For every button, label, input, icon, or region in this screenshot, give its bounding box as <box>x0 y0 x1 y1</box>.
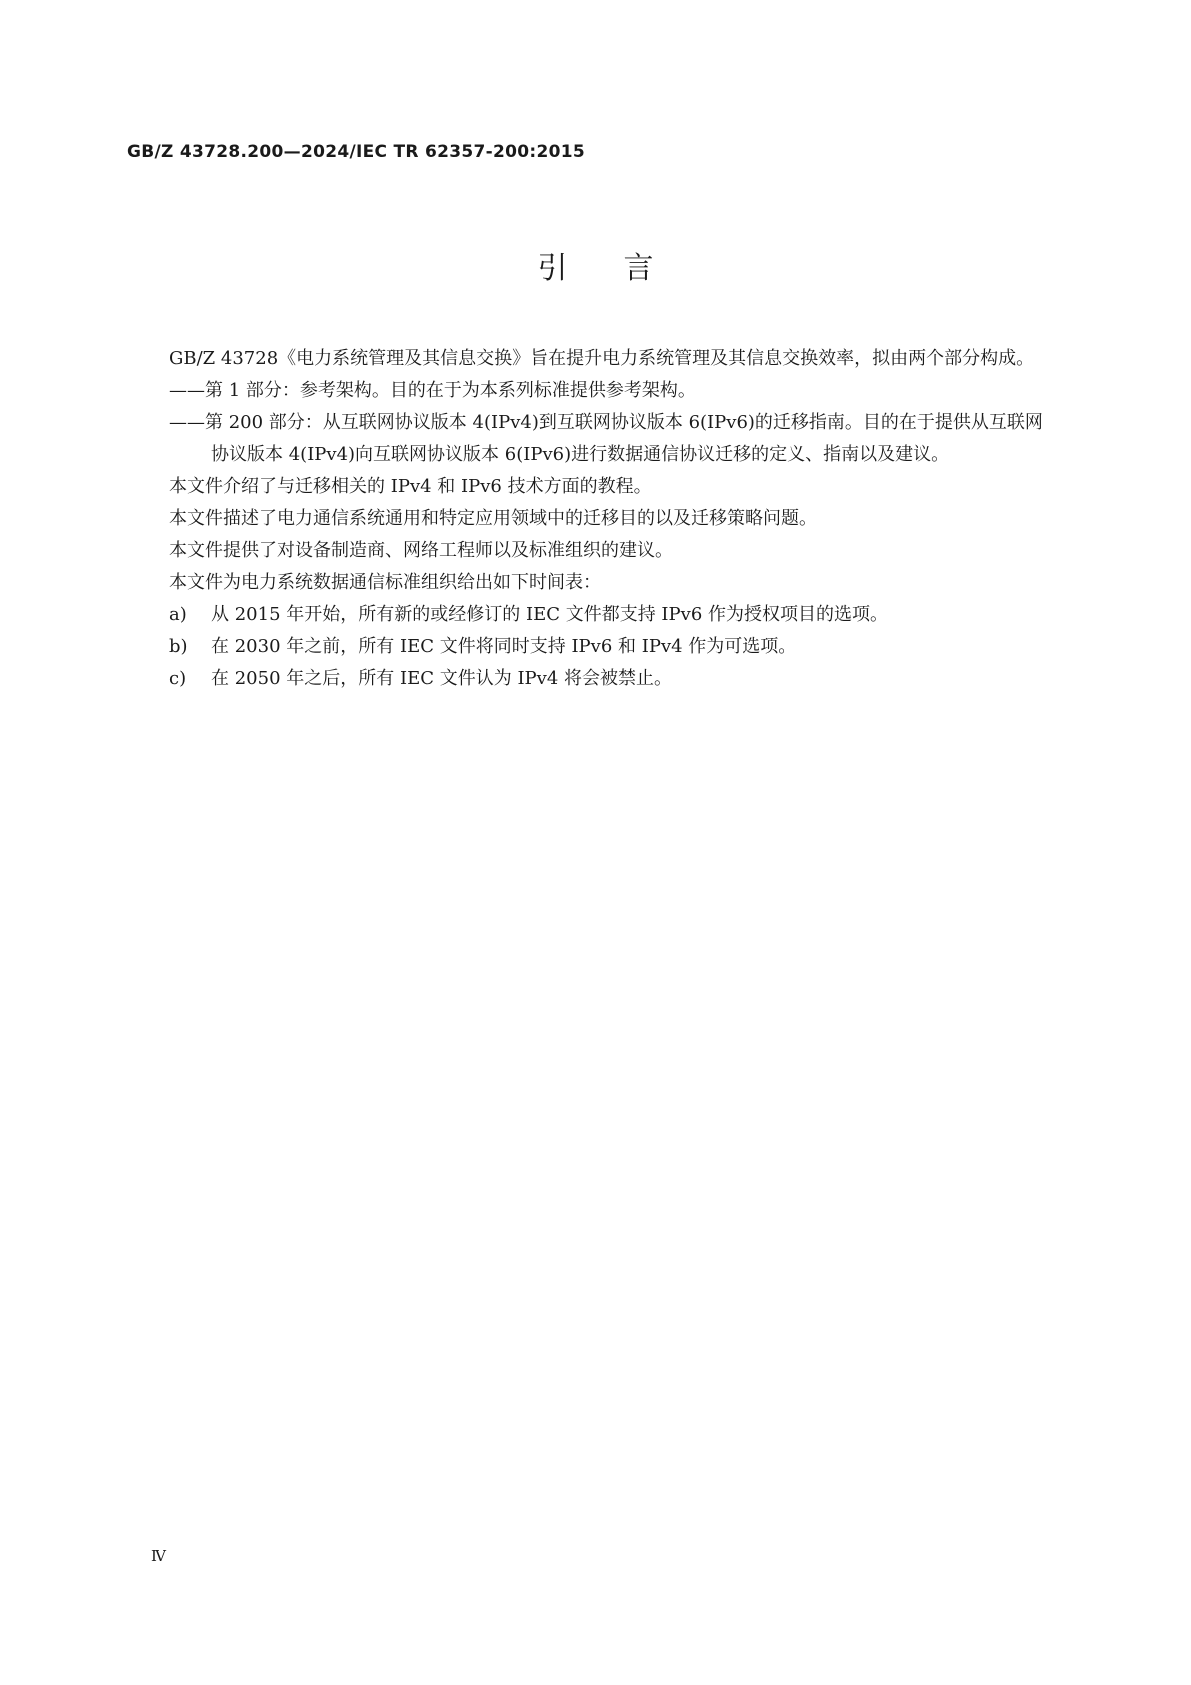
list-item-text: 在 2030 年之前，所有 IEC 文件将同时支持 IPv6 和 IPv4 作为可选项。 <box>211 636 797 657</box>
page-number: Ⅳ <box>151 1547 166 1565</box>
part-200-item: ——第 200 部分：从互联网协议版本 4(IPv4)到互联网协议版本 6(IPv6)的迁移指南。目的在于提供从互联网协议版本 4(IPv4)向互联网协议版本 6(IPv6)进行数据通信协议迁移的定义、指南以及建议。 <box>169 412 1043 465</box>
intro-paragraph: GB/Z 43728《电力系统管理及其信息交换》旨在提升电力系统管理及其信息交换效率，拟由两个部分构成。 <box>169 348 1035 369</box>
migration-paragraph: 本文件描述了电力通信系统通用和特定应用领域中的迁移目的以及迁移策略问题。 <box>169 508 817 529</box>
timeline-intro-paragraph: 本文件为电力系统数据通信标准组织给出如下时间表： <box>169 572 601 593</box>
body-content <box>127 343 1057 695</box>
section-title: 引言 <box>537 251 710 286</box>
list-marker: a) <box>169 604 187 625</box>
document-code-header: GB/Z 43728.200—2024/IEC TR 62357-200:2015 <box>127 142 586 162</box>
timeline-item-b <box>127 631 1057 663</box>
tutorial-paragraph: 本文件介绍了与迁移相关的 IPv4 和 IPv6 技术方面的教程。 <box>169 476 652 497</box>
recommendation-paragraph: 本文件提供了对设备制造商、网络工程师以及标准组织的建议。 <box>169 540 673 561</box>
timeline-item-c <box>127 663 1057 695</box>
list-item-text: 从 2015 年开始，所有新的或经修订的 IEC 文件都支持 IPv6 作为授权项目的选项。 <box>211 604 889 625</box>
list-marker: c) <box>169 668 187 689</box>
timeline-item-a <box>127 599 1057 631</box>
list-marker: b) <box>169 636 188 657</box>
list-item-text: 在 2050 年之后，所有 IEC 文件认为 IPv4 将会被禁止。 <box>211 668 673 689</box>
part-1-item: ——第 1 部分：参考架构。目的在于为本系列标准提供参考架构。 <box>169 380 696 401</box>
